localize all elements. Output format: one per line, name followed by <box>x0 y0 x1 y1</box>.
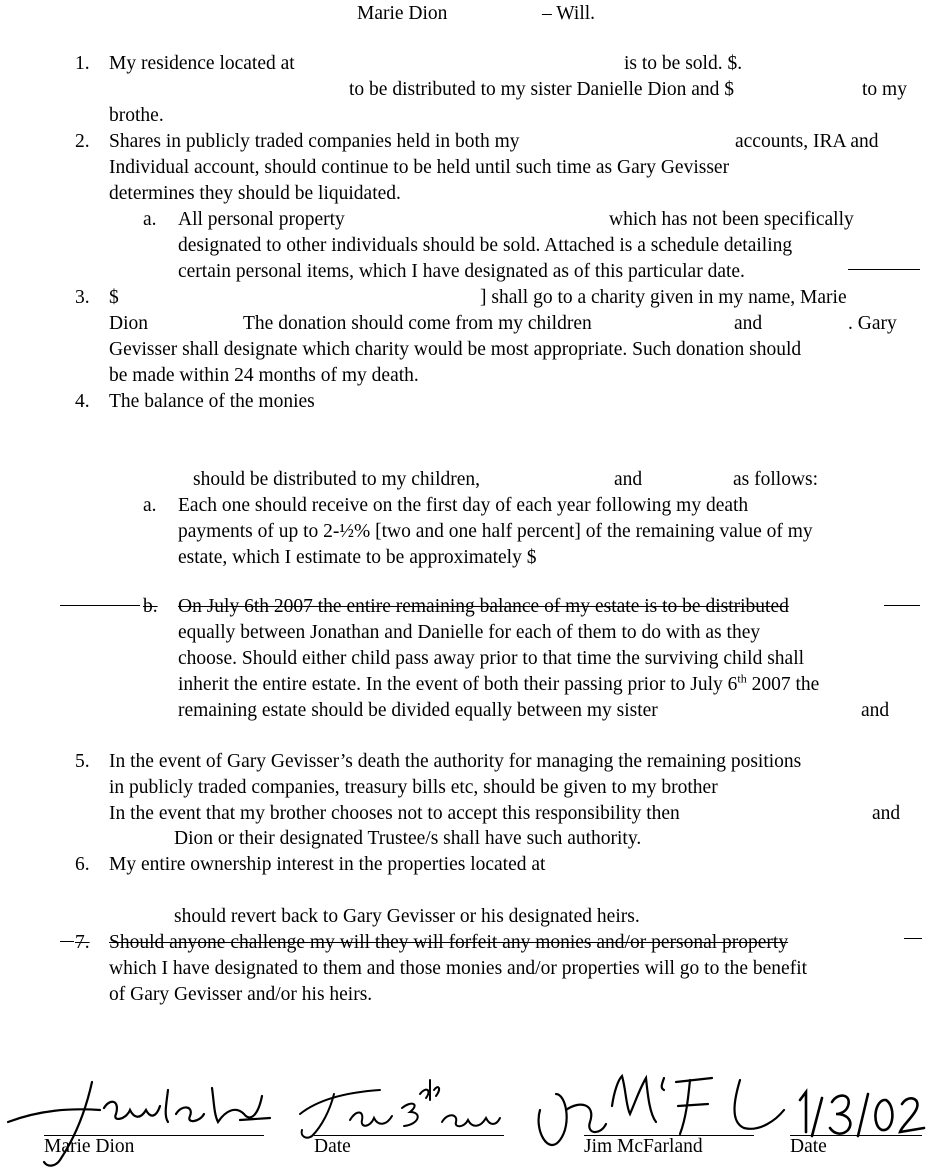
handwritten-dash <box>848 269 920 270</box>
item-4b-letter: b. <box>143 596 158 617</box>
item-1-text: to my <box>862 79 907 100</box>
signature-label-jim-mcfarland: Jim McFarland <box>584 1136 703 1157</box>
handwritten-date-1 <box>300 1080 500 1138</box>
item-4-text: should be distributed to my children, <box>193 469 481 490</box>
item-2-number: 2. <box>75 131 90 152</box>
item-3-text: The donation should come from my children <box>243 313 592 334</box>
item-2a-text: certain personal items, which I have designated as of this particular date. <box>178 261 745 282</box>
item-5-text: Dion or their designated Trustee/s shall have such authority. <box>174 828 642 849</box>
item-3-text: ] shall go to a charity given in my name, Marie <box>480 287 847 308</box>
item-2a-text: All personal property <box>178 209 345 230</box>
item-4a-text: estate, which I estimate to be approximately $ <box>178 547 537 568</box>
item-4-text: as follows: <box>733 469 819 490</box>
item-1-text: My residence located at <box>109 53 295 74</box>
signature-label-marie-dion: Marie Dion <box>44 1136 135 1157</box>
item-4-number: 4. <box>75 391 90 412</box>
item-4-text: and <box>614 469 643 490</box>
item-7-text: of Gary Gevisser and/or his heirs. <box>109 984 373 1005</box>
item-4b-text: and <box>861 700 890 721</box>
item-2-text: Shares in publicly traded companies held in both my <box>109 131 520 152</box>
item-5-text: in publicly traded companies, treasury bills etc, should be given to my brother <box>109 777 718 798</box>
handwritten-dash <box>884 605 920 606</box>
item-4a-text: Each one should receive on the first day of each year following my death <box>178 495 749 516</box>
item-5-text: In the event that my brother chooses not to accept this responsibility then <box>109 803 680 824</box>
item-5-text: and <box>872 803 901 824</box>
item-2-text: accounts, IRA and <box>735 131 879 152</box>
signature-label-date: Date <box>790 1136 827 1157</box>
item-4b-text: remaining estate should be divided equally between my sister <box>178 700 658 721</box>
handwritten-dash <box>60 941 74 942</box>
item-1-number: 1. <box>75 53 90 74</box>
item-3-text: be made within 24 months of my death. <box>109 365 419 386</box>
item-3-number: 3. <box>75 287 90 308</box>
item-4b-text: choose. Should either child pass away prior to that time the surviving child shall <box>178 648 805 669</box>
signature-label-date: Date <box>314 1136 351 1157</box>
item-4b-text: equally between Jonathan and Danielle for each of them to do with as they <box>178 622 761 643</box>
item-5-number: 5. <box>75 751 90 772</box>
item-6-number: 6. <box>75 854 90 875</box>
item-6-text: should revert back to Gary Gevisser or his designated heirs. <box>174 906 640 927</box>
item-3-text: Gevisser shall designate which charity would be most appropriate. Such donation should <box>109 339 802 360</box>
handwritten-dash <box>60 605 140 606</box>
document-title: – Will. <box>542 3 596 24</box>
item-3-text: Dion <box>109 313 148 334</box>
item-4a-text: payments of up to 2-½% [two and one half percent] of the remaining value of my <box>178 521 813 542</box>
item-2-text: determines they should be liquidated. <box>109 183 401 204</box>
handwritten-dash <box>904 938 922 939</box>
item-5-text: In the event of Gary Gevisser’s death the authority for managing the remaining positions <box>109 751 802 772</box>
item-4a-letter: a. <box>143 495 157 516</box>
item-3-text: . Gary <box>848 313 897 334</box>
item-7-text: which I have designated to them and those monies and/or properties will go to the benefit <box>109 958 808 979</box>
item-4-text: The balance of the monies <box>109 391 315 412</box>
item-2a-text: which has not been specifically <box>609 209 854 230</box>
item-3-text: $ <box>109 287 119 308</box>
item-7-number: 7. <box>75 932 90 953</box>
item-2a-text: designated to other individuals should be sold. Attached is a schedule detailing <box>178 235 793 256</box>
handwritten-date-2 <box>800 1092 924 1136</box>
item-1-text: to be distributed to my sister Danielle Dion and $ <box>349 79 735 100</box>
item-3-text: and <box>734 313 763 334</box>
item-1-text: brothe. <box>109 105 164 126</box>
item-4b-struck-text: On July 6th 2007 the entire remaining balance of my estate is to be distributed <box>178 596 789 617</box>
item-7-struck-text: Should anyone challenge my will they will forfeit any monies and/or personal property <box>109 932 789 953</box>
item-4b-text: inherit the entire estate. In the event of both their passing prior to July 6th 2007 the <box>178 671 820 695</box>
item-2a-letter: a. <box>143 209 157 230</box>
item-2-text: Individual account, should continue to be held until such time as Gary Gevisser <box>109 157 730 178</box>
document-owner-name: Marie Dion <box>357 3 448 24</box>
item-1-text: is to be sold. $. <box>624 53 743 74</box>
item-6-text: My entire ownership interest in the properties located at <box>109 854 546 875</box>
